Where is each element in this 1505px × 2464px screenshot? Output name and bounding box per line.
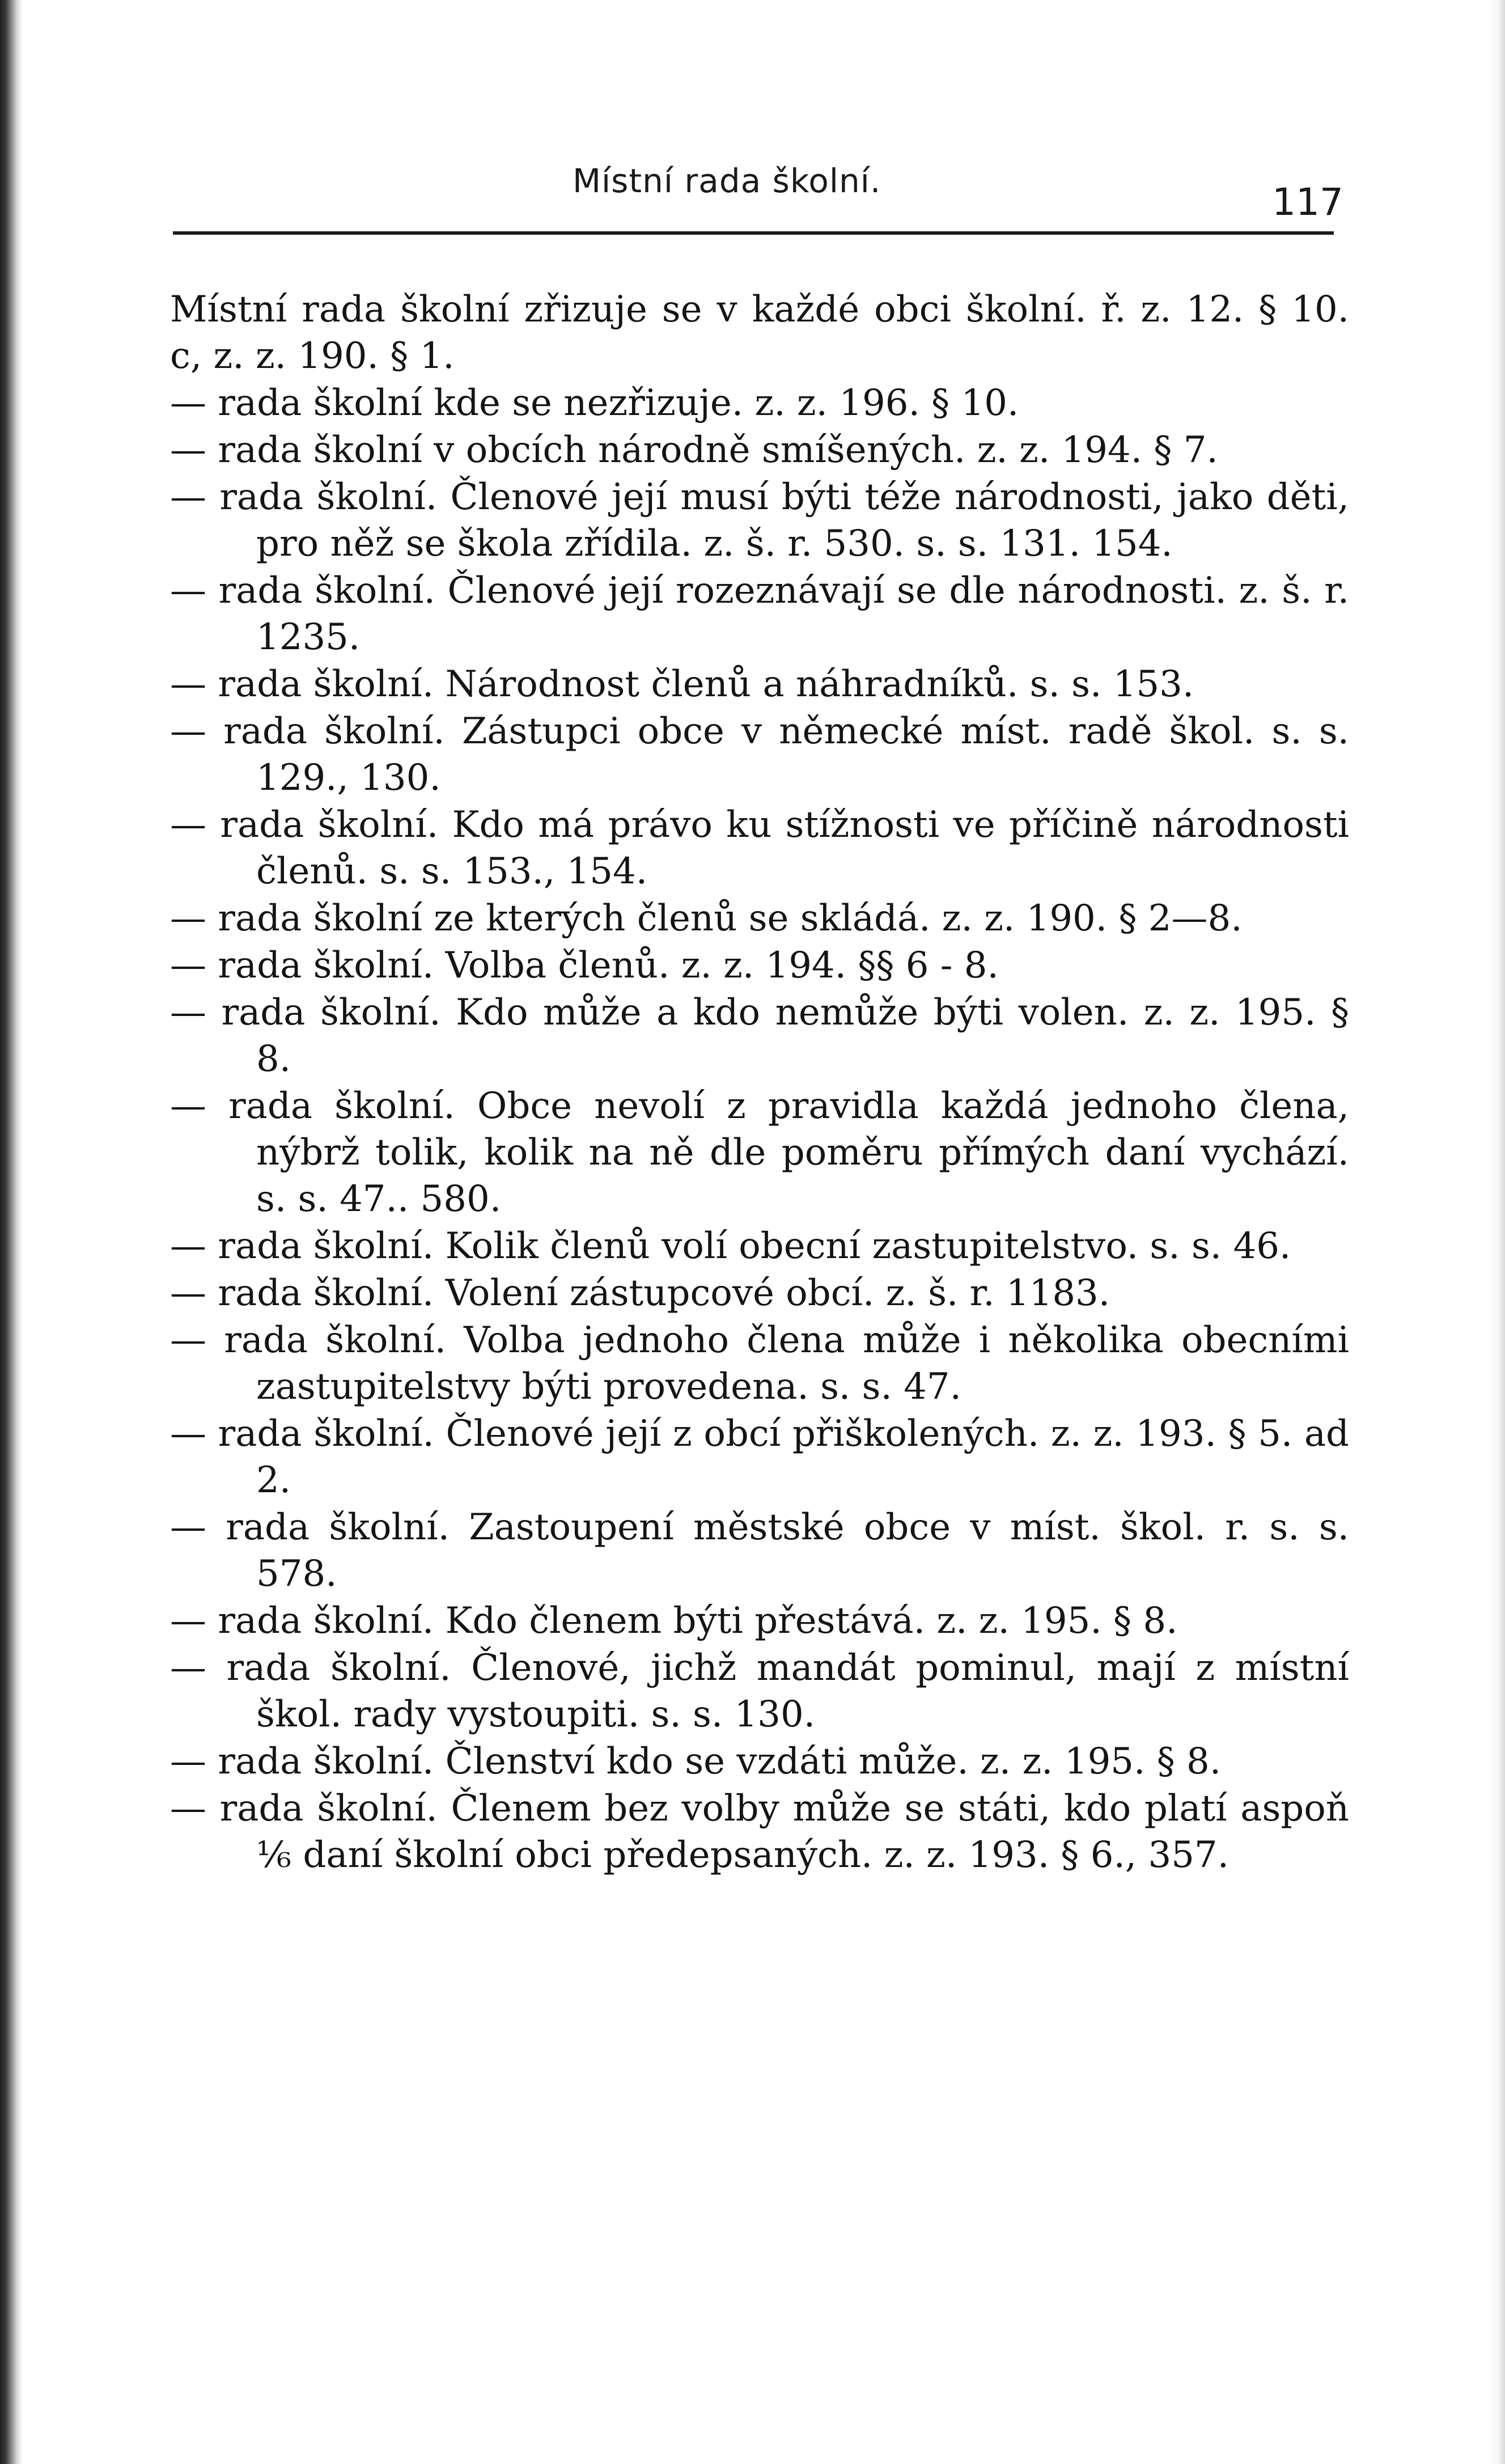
index-entry: — rada školní v obcích národně smíšených. z. z. 194. § 7. xyxy=(170,429,1218,471)
index-entry: — rada školní ze kterých členů se skládá. z. z. 190. § 2—8. xyxy=(170,897,1243,939)
index-entry: — rada školní. Kolik členů volí obecní zastupitelstvo. s. s. 46. xyxy=(170,1225,1291,1267)
index-entry: — rada školní. Obce nevolí z pravidla každá jednoho člena, nýbrž tolik, kolik na ně dle poměru přímých daní vychází. s. s. 47.. 580. xyxy=(170,1085,1349,1220)
index-entry: — rada školní. Kdo členem býti přestává. z. z. 195. § 8. xyxy=(170,1600,1178,1642)
index-entry: — rada školní. Členové její z obcí přiškolených. z. z. 193. § 5. ad 2. xyxy=(170,1413,1349,1501)
page-shadow xyxy=(1488,0,1505,2464)
index-entry: — rada školní. Členem bez volby může se státi, kdo platí aspoň ⅙ daní školní obci předepsaných. z. z. 193. § 6., 357. xyxy=(170,1788,1349,1876)
index-entry: — rada školní. Volba členů. z. z. 194. §§ 6 - 8. xyxy=(170,945,999,987)
index-entry: — rada školní. Členství kdo se vzdáti může. z. z. 195. § 8. xyxy=(170,1741,1222,1783)
index-entry: — rada školní. Kdo má právo ku stížnosti ve příčině národnosti členů. s. s. 153., 154. xyxy=(170,804,1349,892)
index-entry: — rada školní. Členové, jichž mandát pominul, mají z místní škol. rady vystoupiti. s. s. 130. xyxy=(170,1647,1349,1735)
index-entry: Místní rada školní zřizuje se v každé obci školní. ř. z. 12. § 10. c, z. z. 190. § 1. xyxy=(170,289,1349,377)
index-entry: — rada školní. Členové její rozeznávají se dle národnosti. z. š. r. 1235. xyxy=(170,570,1349,658)
index-entry: — rada školní. Zástupci obce v německé míst. radě škol. s. s. 129., 130. xyxy=(170,710,1349,799)
header-rule xyxy=(173,231,1334,235)
index-entry: — rada školní. Volení zástupcové obcí. z. š. r. 1183. xyxy=(170,1272,1110,1314)
index-entries xyxy=(170,286,1349,1879)
index-entry: — rada školní. Kdo může a kdo nemůže býti volen. z. z. 195. § 8. xyxy=(170,992,1349,1080)
index-entry: — rada školní. Volba jednoho člena může i několika obecními zastupitelstvy býti provedena. s. s. 47. xyxy=(170,1319,1349,1408)
running-title: Místní rada školní. xyxy=(573,162,881,200)
index-entry: — rada školní. Zastoupení městské obce v míst. škol. r. s. s. 578. xyxy=(170,1506,1349,1595)
index-entry: — rada školní kde se nezřizuje. z. z. 196. § 10. xyxy=(170,382,1019,424)
scanned-page-edge xyxy=(0,0,23,2464)
index-entry: — rada školní. Členové její musí býti téže národnosti, jako děti, pro něž se škola zřídila. z. š. r. 530. s. s. 131. 154. xyxy=(170,476,1349,565)
page-number: 117 xyxy=(1272,180,1343,224)
index-entry: — rada školní. Národnost členů a náhradníků. s. s. 153. xyxy=(170,663,1194,705)
